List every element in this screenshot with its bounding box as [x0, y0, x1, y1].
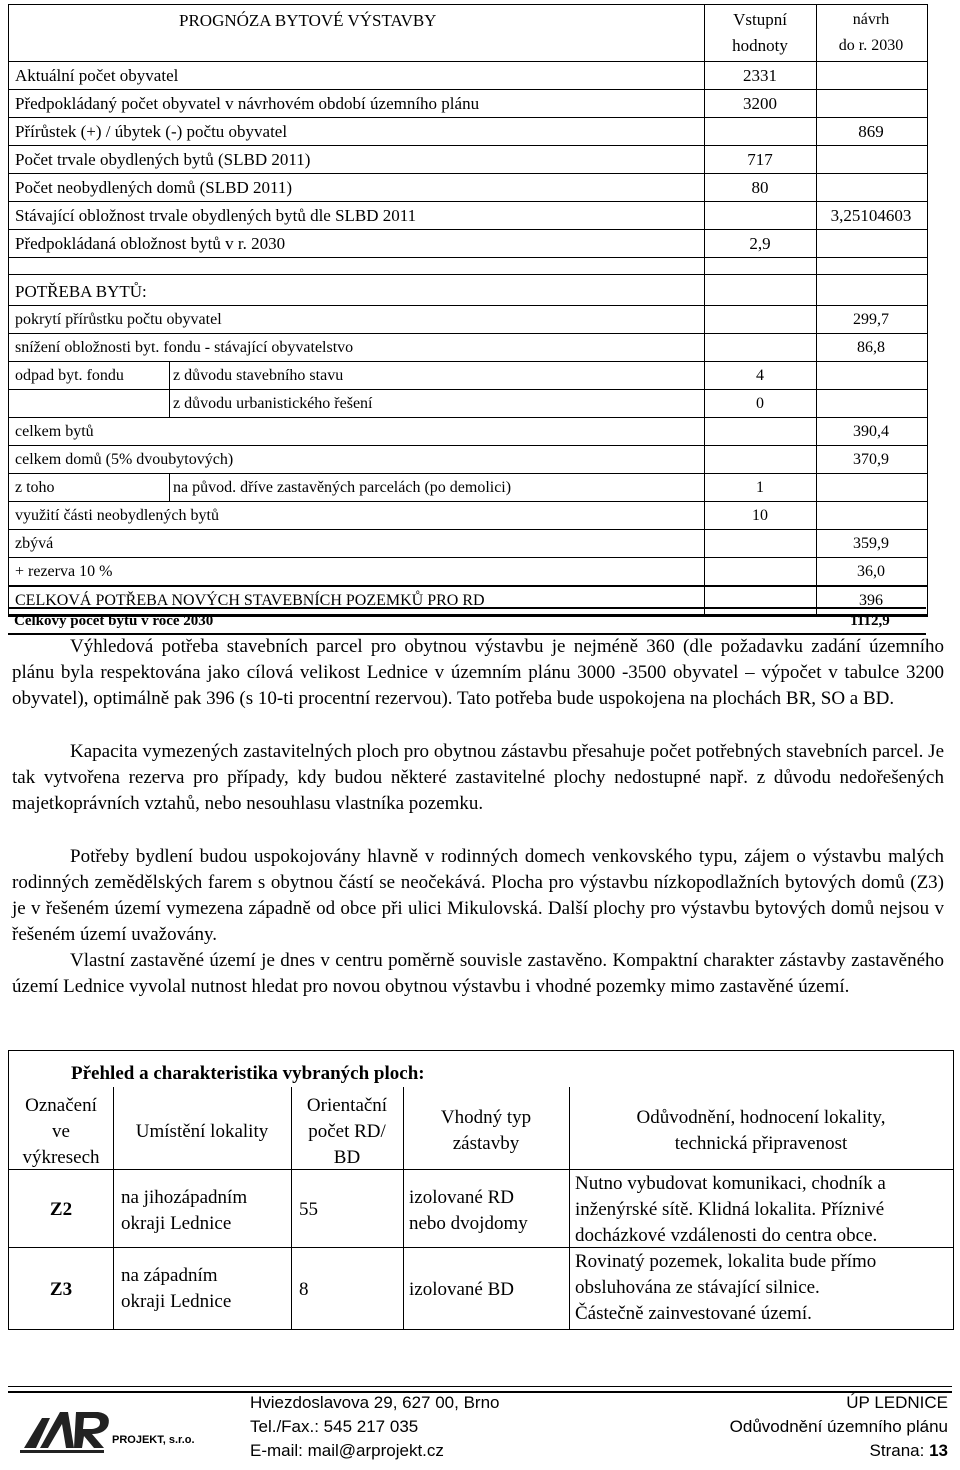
table-row	[9, 389, 927, 417]
paragraph: Potřeby bydlení budou uspokojovány hlavně v rodinných domech venkovského typu, zájem o výstavbu malých rodinných zemědělských farem s obytnou částí se neočekává. Plocha pro výstavbu nízkopodlažních bytových domů (Z3) je v řešeném území vymezena západně od obce při ulici Mikulovská. Další plochy pro výstavbu bytových domů nejsou v řešeném území uvažovány.	[12, 846, 944, 945]
row-label: + rezerva 10 %	[15, 563, 113, 580]
site-code: Z2	[49, 1199, 73, 1220]
footer-rule	[8, 1386, 952, 1393]
site-reason-line: obsluhována ze stávající silnice.	[575, 1277, 820, 1298]
header-code-line: ve	[52, 1121, 70, 1142]
site-type	[409, 1277, 563, 1303]
site-reason-line: Rovinatý pozemek, lokalita bude přímo	[575, 1251, 877, 1272]
row-label: celkem domů (5% dvoubytových)	[15, 451, 234, 468]
col-header-proposal	[816, 7, 926, 63]
spacer-row	[9, 257, 927, 274]
company-logo	[16, 1398, 246, 1456]
row-value-input: 0	[756, 395, 764, 412]
table-row	[9, 145, 927, 173]
site-reason-line: Částečně zainvestované území.	[575, 1303, 812, 1324]
row-label: Aktuální počet obyvatel	[15, 66, 179, 85]
site-type	[409, 1185, 563, 1237]
table-row	[9, 229, 927, 257]
needs-heading: POTŘEBA BYTŮ:	[15, 282, 147, 301]
row-value-proposal: 869	[858, 122, 884, 141]
header-type	[403, 1105, 569, 1157]
table-row	[9, 89, 927, 117]
row-label: Stávající obložnost trvale obydlených bytů dle SLBD 2011	[15, 206, 417, 225]
table-row	[9, 333, 927, 361]
row-label: snížení obložnosti byt. fondu - stávající obyvatelstvo	[15, 339, 354, 356]
row-value-input: 80	[751, 178, 769, 197]
row-label: zbývá	[15, 535, 54, 552]
ar-logo-icon	[16, 1398, 246, 1456]
row-value-proposal: 359,9	[853, 535, 889, 552]
row-divider	[9, 1169, 953, 1170]
row-value-input: 2,9	[749, 234, 771, 253]
footer-doc: Odůvodnění územního plánu	[729, 1417, 948, 1436]
row-label: Předpokládaná obložnost bytů v r. 2030	[15, 234, 286, 253]
table-row	[9, 173, 927, 201]
page-number: 13	[929, 1441, 948, 1460]
header-reason-line: Odůvodnění, hodnocení lokality,	[636, 1107, 886, 1128]
site-reason-line: inženýrské sítě. Klidná lokalita. Příznivé	[575, 1199, 885, 1220]
header-reason-line: technická připravenost	[674, 1133, 848, 1154]
table-row	[9, 529, 927, 557]
header-location: Umístění lokality	[135, 1121, 269, 1142]
row-label: odpad byt. fondu	[15, 367, 124, 384]
paragraph: Kapacita vymezených zastavitelných ploch pro obytnou zástavbu přesahuje počet potřebných stavebních parcel. Je tak vytvořena rezerva pro případy, kdy budou některé zastavitelné plochy nedostupné např. z důvodu nedořešených majetkoprávních vztahů, nebo nesouhlasu vlastníka pozemku.	[12, 741, 944, 814]
site-reason	[575, 1171, 949, 1249]
col-header-input-line2: hodnoty	[732, 36, 788, 55]
row-label: z toho	[15, 479, 55, 496]
row-value-input: 1	[756, 479, 764, 496]
site-reason-line: docházkové vzdálenosti do centra obce.	[575, 1225, 878, 1246]
row-label: Předpokládaný počet obyvatel v návrhovém období územního plánu	[15, 94, 480, 113]
row-label: Počet trvale obydlených bytů (SLBD 2011)	[15, 150, 311, 169]
row-label: využití části neobydlených bytů	[15, 507, 219, 524]
total-row	[8, 607, 926, 635]
site-type-line: nebo dvojdomy	[409, 1213, 528, 1234]
logo-text: PROJEKT, s.r.o.	[112, 1434, 195, 1446]
row-value-input: 10	[752, 507, 768, 524]
site-location-line: na jihozápadním	[121, 1187, 248, 1208]
site-type-line: izolované BD	[409, 1279, 515, 1300]
header-reason	[569, 1105, 953, 1157]
table-row	[9, 305, 927, 333]
site-location	[121, 1263, 287, 1315]
row-label: pokrytí přírůstku počtu obyvatel	[15, 311, 222, 328]
paragraph: Vlastní zastavěné území je dnes v centru poměrně souvisle zastavěno. Kompaktní charakter zástavby zastavěného území Lednice vyvolal nutnost hledat pro novou obytnou výstavbu i vhodné pozemky mimo zastavěné území.	[12, 950, 944, 997]
sites-table	[8, 1050, 954, 1330]
site-count: 8	[299, 1279, 309, 1300]
row-value-proposal: 390,4	[853, 423, 889, 440]
row-value-proposal: 3,25104603	[830, 206, 912, 225]
table-row	[9, 117, 927, 145]
row-value-input: 2331	[743, 66, 777, 85]
table-row	[9, 445, 927, 473]
forecast-table	[8, 4, 928, 617]
site-reason	[575, 1249, 949, 1327]
header-code-line: Označení	[25, 1095, 97, 1116]
row-value-input: 717	[747, 150, 773, 169]
sub-divider	[169, 362, 170, 389]
table-row	[9, 201, 927, 229]
col-header-input	[704, 7, 816, 63]
site-count: 55	[299, 1199, 318, 1220]
sites-table-title: Přehled a charakteristika vybraných ploch:	[71, 1063, 425, 1084]
footer-address: Hviezdoslavova 29, 627 00, Brno	[250, 1393, 500, 1412]
row-value-input: 4	[756, 367, 764, 384]
row-label: Přírůstek (+) / úbytek (-) počtu obyvatel	[15, 122, 288, 141]
header-count-line: počet RD/	[308, 1121, 386, 1142]
table-header-row	[9, 5, 927, 61]
header-count	[291, 1093, 403, 1171]
row-value-proposal: 299,7	[853, 311, 889, 328]
table-title: PROGNÓZA BYTOVÉ VÝSTAVBY	[179, 11, 437, 30]
table-row	[9, 61, 927, 89]
row-value-proposal: 86,8	[857, 339, 885, 356]
sub-divider	[169, 474, 170, 501]
header-code	[9, 1093, 113, 1171]
page-label: Strana:	[869, 1441, 925, 1460]
footer-page	[870, 1441, 948, 1461]
header-type-line: zástavby	[452, 1133, 520, 1154]
table-row	[9, 361, 927, 389]
header-code-line: výkresech	[22, 1147, 100, 1168]
header-count-line: BD	[333, 1147, 361, 1168]
total-value: 1112,9	[850, 613, 890, 629]
row-label: celkem bytů	[15, 423, 94, 440]
row-value-proposal: 36,0	[857, 563, 885, 580]
site-location-line: okraji Lednice	[121, 1291, 232, 1312]
paragraph: Výhledová potřeba stavebních parcel pro obytnou výstavbu je nejméně 360 (dle požadavku zadání územního plánu byla respektována jako cílová velikost Lednice v územním plánu 3000 -3500 obyvatel – výpočet v tabulce 3200 obyvatel), optimálně pak 396 (s 10-ti procentní rezervou). Tato potřeba bude uspokojena na plochách BR, SO a BD.	[12, 636, 944, 709]
header-count-line: Orientační	[306, 1095, 388, 1116]
table-row	[9, 557, 927, 585]
site-reason-line: Nutno vybudovat komunikaci, chodník a	[575, 1173, 886, 1194]
col-header-input-line1: Vstupní	[733, 10, 787, 29]
site-code: Z3	[49, 1279, 73, 1300]
site-location	[121, 1185, 287, 1237]
col-header-proposal-line1: návrh	[852, 11, 890, 28]
row-value-proposal: 370,9	[853, 451, 889, 468]
footer-project: ÚP LEDNICE	[846, 1393, 948, 1412]
row-sublabel: na původ. dříve zastavěných parcelách (po demolici)	[173, 479, 512, 496]
table-row	[9, 417, 927, 445]
col-header-proposal-line2: do r. 2030	[838, 37, 904, 54]
footer-email: E-mail: mail@arprojekt.cz	[250, 1441, 444, 1460]
row-value-proposal: 396	[859, 592, 883, 609]
row-label: CELKOVÁ POTŘEBA NOVÝCH STAVEBNÍCH POZEMKŮ PRO RD	[15, 592, 485, 609]
header-type-line: Vhodný typ	[440, 1107, 532, 1128]
site-location-line: okraji Lednice	[121, 1213, 232, 1234]
needs-heading-row	[9, 274, 927, 305]
table-row	[9, 473, 927, 501]
row-label: Počet neobydlených domů (SLBD 2011)	[15, 178, 292, 197]
sub-divider	[169, 390, 170, 417]
site-type-line: izolované RD	[409, 1187, 515, 1208]
table-row	[9, 501, 927, 529]
row-sublabel: z důvodu stavebního stavu	[173, 367, 344, 384]
total-label: Celkový počet bytů v roce 2030	[14, 613, 214, 629]
row-value-input: 3200	[743, 94, 777, 113]
row-sublabel: z důvodu urbanistického řešení	[173, 395, 373, 412]
footer-phone: Tel./Fax.: 545 217 035	[250, 1417, 419, 1436]
site-location-line: na západním	[121, 1265, 218, 1286]
